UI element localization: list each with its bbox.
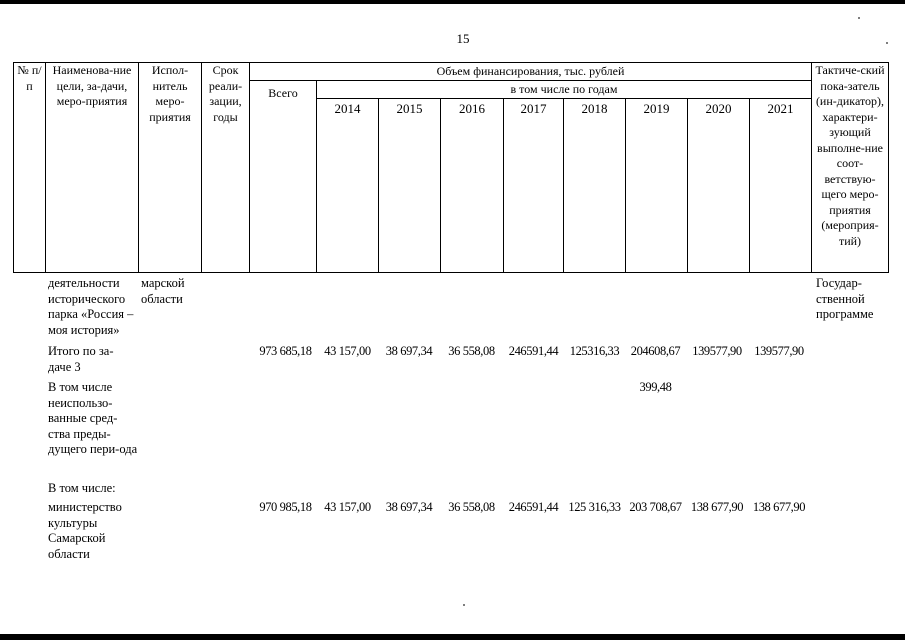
page-number: 15 [456,31,470,46]
including-label: В том числе: [48,481,116,495]
ministry-value: 125 316,33 [568,500,621,514]
col-indicator-header: Тактиче-ский пока-затель (ин-дикатор), характери-зующий выполне-ние соот-ветствую-щего меро-приятия (мероприя-тий) [812,63,889,273]
col-num-header: № п/п [14,63,46,273]
total-task-value: 204608,67 [630,344,681,358]
year-header: 2016 [441,99,504,273]
total-task-value: 973 685,18 [259,344,312,358]
col-total-header: Всего [250,81,317,273]
total-task-value: 43 157,00 [324,344,371,358]
ministry-value: 138 677,90 [752,500,806,514]
year-header: 2020 [688,99,750,273]
continued-executor-cell: марской области [141,276,185,306]
scan-speck [858,17,860,19]
year-header: 2019 [626,99,688,273]
ministry-value: 38 697,34 [385,500,433,514]
total-task-value: 125316,33 [569,344,620,358]
by-years-header: в том числе по годам [317,81,812,99]
year-header: 2018 [564,99,626,273]
col-name-header: Наименова-ние цели, за-дачи, меро-приятия [46,63,139,273]
ministry-value: 43 157,00 [324,500,371,514]
ministry-label: министерство культуры Самарской области [48,500,122,561]
total-task-value: 246591,44 [508,344,559,358]
continued-indicator-cell: Государ-ственной программе [816,276,874,321]
total-task-value: 139577,90 [754,344,804,358]
unused-funds-label: В том числе неиспользо-ванные сред-ства преды-дущего пери-ода [48,380,138,456]
scan-speck [463,604,465,606]
funding-header: Объем финансирования, тыс. рублей [250,63,812,81]
continued-name-cell: деятельности исторического парка «Россия – моя история» [48,276,134,337]
year-header: 2021 [750,99,812,273]
scan-speck [886,42,888,44]
year-header: 2014 [317,99,379,273]
total-task-value: 139577,90 [692,344,742,358]
total-task-label: Итого по за-даче 3 [48,344,114,374]
ministry-value: 970 985,18 [259,500,312,514]
col-term-header: Срок реали-зации, годы [202,63,250,273]
table-header [13,62,889,273]
unused-funds-2019: 399,48 [639,380,672,394]
total-task-value: 38 697,34 [385,344,433,358]
top-border [0,0,905,4]
ministry-value: 203 708,67 [629,500,682,514]
ministry-value: 138 677,90 [690,500,744,514]
ministry-value: 246591,44 [508,500,559,514]
ministry-value: 36 558,08 [448,500,495,514]
year-header: 2015 [379,99,441,273]
col-executor-header: Испол-нитель меро-приятия [139,63,202,273]
bottom-border [0,634,905,640]
total-task-value: 36 558,08 [448,344,495,358]
year-header: 2017 [504,99,564,273]
